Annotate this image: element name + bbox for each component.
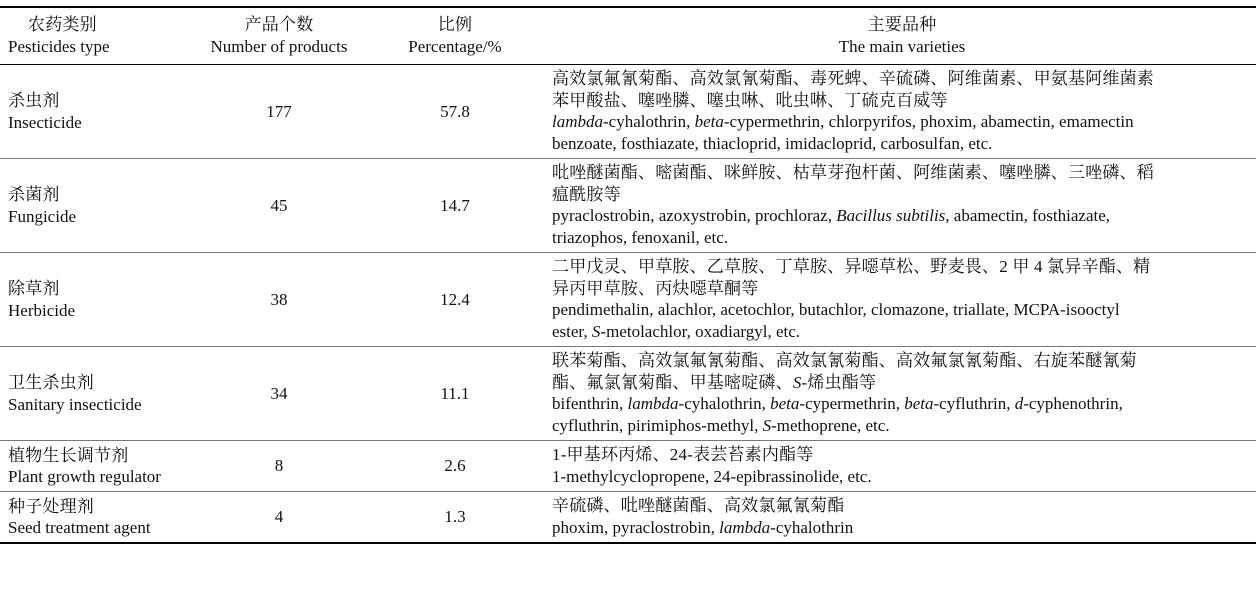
table-row [0,65,1256,159]
table-row [0,492,1256,544]
product-count-cell: 38 [270,289,288,309]
percentage-cell: 57.8 [440,101,470,121]
product-count-cell: 177 [266,101,292,121]
percentage-cell: 14.7 [440,195,470,215]
main-varieties-cell: 联苯菊酯、高效氯氟氰菊酯、高效氯氰菊酯、高效氟氯氰菊酯、右旋苯醚氰菊 酯、氟氯氰菊酯、甲基嘧啶磷、S-烯虫酯等 bifenthrin, lambda-cyhalothrin, beta-cypermethrin, beta-cyfluthrin, d-cyphenothrin, cyfluthrin, pirimiphos-methyl, S-methoprene, etc. [552,351,1137,435]
header-type: 农药类别 Pesticides type [8,15,110,56]
percentage-cell: 11.1 [440,383,470,403]
header-count: 产品个数 Number of products [210,15,348,56]
pesticide-table [0,6,1256,544]
main-varieties-cell: 1-甲基环丙烯、24-表芸苔素内酯等 1-methylcyclopropene, 24-epibrassinolide, etc. [552,445,872,486]
pesticide-type-cell: 卫生杀虫剂 Sanitary insecticide [8,373,142,414]
percentage-cell: 2.6 [444,456,466,476]
pesticide-type-cell: 杀菌剂 Fungicide [8,185,76,226]
main-varieties-cell: 高效氯氟氰菊酯、高效氯氰菊酯、毒死蜱、辛硫磷、阿维菌素、甲氨基阿维菌素 苯甲酸盐、噻唑膦、噻虫啉、吡虫啉、丁硫克百威等 lambda-cyhalothrin, beta-cypermethrin, chlorpyrifos, phoxim, abamectin, emamectin benzoate, fosthiazate, thiacloprid, imidacloprid, carbosulfan, etc. [552,69,1154,153]
table-row [0,159,1256,253]
main-varieties-cell: 辛硫磷、吡唑醚菌酯、高效氯氟氰菊酯 phoxim, pyraclostrobin, lambda-cyhalothrin [552,496,854,537]
table-row [0,347,1256,441]
percentage-cell: 1.3 [444,507,466,527]
table-row [0,441,1256,492]
header-main-varieties: 主要品种 The main varieties [838,15,966,56]
header-percentage: 比例 Percentage/% [408,15,502,56]
pesticide-type-cell: 除草剂 Herbicide [8,279,76,320]
pesticide-type-cell: 植物生长调节剂 Plant growth regulator [8,445,161,486]
percentage-cell: 12.4 [440,289,470,309]
pesticide-type-cell: 种子处理剂 Seed treatment agent [8,496,151,537]
product-count-cell: 34 [270,383,288,403]
main-varieties-cell: 二甲戊灵、甲草胺、乙草胺、丁草胺、异噁草松、野麦畏、2 甲 4 氯异辛酯、精 异丙甲草胺、丙炔噁草酮等 pendimethalin, alachlor, acetochlor, butachlor, clomazone, triallate, MCPA-isooctyl ester, S-metolachlor, oxadiargyl, etc. [552,257,1151,341]
product-count-cell: 4 [274,507,284,527]
product-count-cell: 45 [270,195,288,215]
table-header-row [0,7,1256,65]
table-row [0,253,1256,347]
product-count-cell: 8 [274,456,284,476]
main-varieties-cell: 吡唑醚菌酯、嘧菌酯、咪鲜胺、枯草芽孢杆菌、阿维菌素、噻唑膦、三唑磷、稻 瘟酰胺等 pyraclostrobin, azoxystrobin, prochloraz, Bacillus subtilis, abamectin, fosthiazate, triazophos, fenoxanil, etc. [552,163,1154,247]
pesticide-type-cell: 杀虫剂 Insecticide [8,91,82,132]
